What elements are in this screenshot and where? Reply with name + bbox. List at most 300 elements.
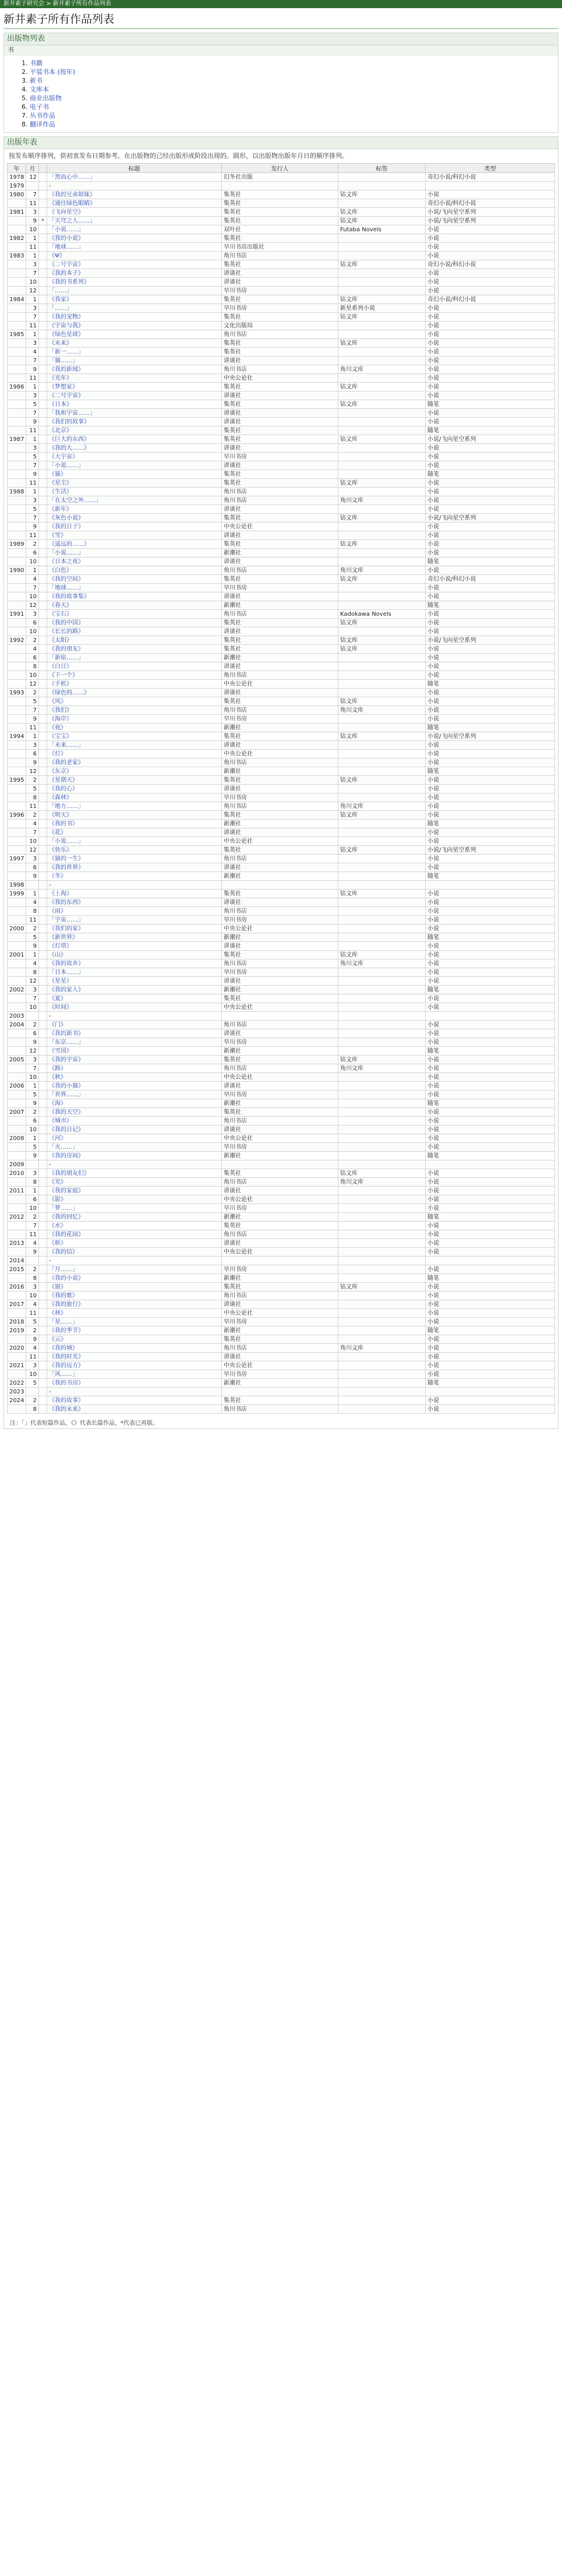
marker-cell xyxy=(39,1143,47,1152)
work-title-link[interactable]: 《风》 xyxy=(49,698,66,705)
work-title-link[interactable]: 《我的兄弟姐妹》 xyxy=(49,191,96,198)
table-row xyxy=(8,1152,555,1160)
work-title-link[interactable]: 《我的小猫》 xyxy=(49,1082,84,1089)
work-title-link[interactable]: 《长长的路》 xyxy=(49,628,84,635)
type-cell: 小说 xyxy=(426,523,555,531)
work-title-link[interactable]: 《光年》 xyxy=(49,375,72,382)
work-title-link[interactable]: 「地球……」 xyxy=(49,244,84,250)
work-title-link[interactable]: 《下一个》 xyxy=(49,672,78,679)
label-cell xyxy=(338,689,426,697)
work-title-link[interactable]: 《我的家庭》 xyxy=(49,1187,84,1194)
type-cell: 随笔 xyxy=(426,933,555,942)
marker-cell xyxy=(39,339,47,348)
work-title-link[interactable]: 《我的小说》 xyxy=(49,235,84,242)
type-cell: 小说 xyxy=(426,645,555,654)
table-row xyxy=(8,1309,555,1318)
toc-link[interactable]: 丛书作品 xyxy=(30,112,55,119)
type-cell: 小说 xyxy=(426,278,555,287)
type-cell: 小说 xyxy=(426,531,555,540)
marker-cell xyxy=(39,1047,47,1056)
work-title-link[interactable]: 《窗》 xyxy=(49,1283,66,1290)
work-title-link[interactable]: 「未来……」 xyxy=(49,742,84,749)
work-title-link[interactable]: 《北京》 xyxy=(49,427,72,434)
book-subheading: 书 xyxy=(4,45,558,55)
work-title-link[interactable]: 《我的新书》 xyxy=(49,1030,84,1037)
publisher-cell: 集英社 xyxy=(222,1335,338,1344)
work-title-link[interactable]: 《我的小说》 xyxy=(49,1275,84,1282)
type-cell: 小说 xyxy=(426,313,555,322)
work-title-link[interactable]: 《二号宇宙》 xyxy=(49,261,84,268)
month-cell: 7 xyxy=(26,357,39,365)
title-cell xyxy=(47,855,222,863)
title-cell xyxy=(47,1099,222,1108)
table-row xyxy=(8,575,555,584)
work-title-link[interactable]: 《我的房间》 xyxy=(49,1152,84,1159)
title-cell: - xyxy=(47,1012,222,1021)
work-title-link[interactable]: 《雨》 xyxy=(49,908,66,915)
work-title-link[interactable]: 《桥》 xyxy=(49,1240,66,1247)
month-cell: 1 xyxy=(26,252,39,260)
label-cell xyxy=(338,881,426,890)
table-row xyxy=(8,767,555,776)
work-title-link[interactable]: 《我的书房》 xyxy=(49,1379,84,1386)
work-title-link[interactable]: 《灯塔》 xyxy=(49,943,72,950)
work-title-link[interactable]: 《新世界》 xyxy=(49,934,78,941)
toc-link[interactable]: 翻译作品 xyxy=(30,121,55,128)
work-title-link[interactable]: 《我们》 xyxy=(49,707,72,714)
work-title-link[interactable]: 《光》 xyxy=(49,1178,66,1185)
toc-item xyxy=(30,68,558,76)
work-title-link[interactable]: 「新一……」 xyxy=(49,348,84,355)
work-title-link[interactable]: 《我的东西》 xyxy=(49,899,84,906)
work-title-link[interactable]: 《夏》 xyxy=(49,995,66,1002)
table-row xyxy=(8,173,555,182)
table-row xyxy=(8,986,555,994)
month-cell: 1 xyxy=(26,435,39,444)
table-row xyxy=(8,1108,555,1117)
month-cell: 11 xyxy=(26,1353,39,1361)
work-title-link[interactable]: 《城市》 xyxy=(49,1117,72,1124)
month-cell: 7 xyxy=(26,313,39,322)
label-cell xyxy=(338,671,426,680)
marker-cell xyxy=(39,1361,47,1370)
label-cell: 钴文库 xyxy=(338,890,426,898)
work-title-link[interactable]: 《我们的故事》 xyxy=(49,418,90,425)
work-title-link[interactable]: 《绿色星球》 xyxy=(49,331,84,338)
month-cell: 1 xyxy=(26,1082,39,1091)
month-cell: 6 xyxy=(26,863,39,872)
month-cell: 2 xyxy=(26,1213,39,1222)
marker-cell xyxy=(39,496,47,505)
year-cell xyxy=(8,1248,26,1257)
year-cell xyxy=(8,496,26,505)
work-title-link[interactable]: 《冬》 xyxy=(49,873,66,880)
publisher-cell: 集英社 xyxy=(222,234,338,243)
work-title-link[interactable]: 《遥远的……》 xyxy=(49,541,90,548)
type-cell xyxy=(426,881,555,890)
month-cell: 6 xyxy=(26,654,39,662)
toc-link[interactable]: 书籍 xyxy=(30,59,43,67)
work-title-link[interactable]: 《我的空间》 xyxy=(49,576,84,583)
work-title-link[interactable]: 《我的故事》 xyxy=(49,1397,84,1404)
work-title-link[interactable]: 《门》 xyxy=(49,1021,66,1028)
work-title-link[interactable]: 《我的歌》 xyxy=(49,1292,78,1299)
work-title-link[interactable]: 《我的日记》 xyxy=(49,1126,84,1133)
work-title-link[interactable]: 《我的朋友》 xyxy=(49,645,84,652)
marker-cell xyxy=(39,1274,47,1283)
marker-cell xyxy=(39,584,47,592)
work-title-link[interactable]: 《我的家人》 xyxy=(49,986,84,993)
work-title-link[interactable]: 「然而心中……」 xyxy=(49,174,96,181)
table-row xyxy=(8,383,555,391)
work-title-link[interactable]: 《猫的一生》 xyxy=(49,855,84,862)
work-title-link[interactable]: 《日本之夜》 xyxy=(49,558,84,565)
work-title-link[interactable]: 《雪国》 xyxy=(49,1047,72,1054)
work-title-link[interactable]: 《白色》 xyxy=(49,567,72,574)
type-cell: 小说 xyxy=(426,357,555,365)
work-title-link[interactable]: 《我的新闻》 xyxy=(49,366,84,373)
work-title-link[interactable]: 「地球……」 xyxy=(49,584,84,591)
work-title-link[interactable]: 「风……」 xyxy=(49,1371,78,1378)
work-title-link[interactable]: 《我的季节》 xyxy=(49,1327,84,1334)
label-cell xyxy=(338,531,426,540)
work-title-link[interactable]: 《路》 xyxy=(49,1065,66,1072)
title-cell xyxy=(47,951,222,959)
publisher-cell: 新潮社 xyxy=(222,933,338,942)
publisher-cell: 双叶社 xyxy=(222,225,338,234)
work-title-link[interactable]: 《猫》 xyxy=(49,471,66,478)
work-title-link[interactable]: 《我的书系列》 xyxy=(49,278,90,285)
year-cell: 2016 xyxy=(8,1283,26,1291)
marker-cell xyxy=(39,933,47,942)
toc-link[interactable]: 文库本 xyxy=(30,86,49,93)
work-title-link[interactable]: 「梦……」 xyxy=(49,1205,78,1212)
publisher-cell: 角川书店 xyxy=(222,1178,338,1187)
work-title-link[interactable]: 《云》 xyxy=(49,1336,66,1343)
year-cell xyxy=(8,426,26,435)
work-title-link[interactable]: 「宇宙……」 xyxy=(49,916,84,923)
work-title-link[interactable]: 《手机》 xyxy=(49,680,72,687)
type-cell: 小说/飞向星空系列 xyxy=(426,217,555,225)
work-title-link[interactable]: 《秋》 xyxy=(49,1074,66,1081)
publisher-cell xyxy=(222,1388,338,1396)
work-title-link[interactable]: 《日本》 xyxy=(49,401,72,408)
publisher-cell: 中央公论社 xyxy=(222,837,338,846)
work-title-link[interactable]: 《Ψ》 xyxy=(49,252,65,259)
month-cell: 3 xyxy=(26,391,39,400)
work-title-link[interactable]: 《夜》 xyxy=(49,724,66,731)
work-title-link[interactable]: 《我的故事集》 xyxy=(49,593,90,600)
work-title-link[interactable]: 「日本……」 xyxy=(49,969,84,976)
month-cell: 9 xyxy=(26,365,39,374)
month-cell: 11 xyxy=(26,322,39,330)
table-row xyxy=(8,330,555,339)
month-cell: 7 xyxy=(26,994,39,1003)
month-cell: 7 xyxy=(26,269,39,278)
year-cell: 1983 xyxy=(8,252,26,260)
work-title-link[interactable]: 《我的信》 xyxy=(49,1248,78,1255)
type-cell: 小说 xyxy=(426,383,555,391)
work-title-link[interactable]: 《未来》 xyxy=(49,340,72,347)
work-title-link[interactable]: 《河》 xyxy=(49,1135,66,1142)
toc-link[interactable]: 电子书 xyxy=(30,103,49,111)
work-title-link[interactable]: 《星星》 xyxy=(49,978,72,984)
marker-cell xyxy=(39,802,47,811)
work-title-link[interactable]: 《上海》 xyxy=(49,890,72,897)
month-cell: 1 xyxy=(26,951,39,959)
work-title-link[interactable]: 《我的书》 xyxy=(49,820,78,827)
work-title-link[interactable]: 《我的朋友们》 xyxy=(49,1170,90,1177)
work-title-link[interactable]: 《春天》 xyxy=(49,602,72,609)
marker-cell xyxy=(39,1082,47,1091)
table-row xyxy=(8,636,555,645)
work-title-link[interactable]: 《我们的家》 xyxy=(49,925,84,932)
title-cell xyxy=(47,1021,222,1029)
work-title-link[interactable]: 《通往绿色眼睛》 xyxy=(49,200,96,207)
year-cell: 1993 xyxy=(8,689,26,697)
work-title-link[interactable]: 「小说……」 xyxy=(49,549,84,556)
month-cell: 5 xyxy=(26,1143,39,1152)
work-title-link[interactable]: 《宝宝》 xyxy=(49,733,72,740)
marker-cell xyxy=(39,199,47,208)
marker-cell xyxy=(39,907,47,916)
publisher-cell: 集英社 xyxy=(222,217,338,225)
publisher-cell: 集英社 xyxy=(222,199,338,208)
year-cell xyxy=(8,1309,26,1318)
table-row xyxy=(8,1265,555,1274)
title-cell xyxy=(47,793,222,802)
year-cell: 2017 xyxy=(8,1300,26,1309)
work-title-link[interactable]: 《灯》 xyxy=(49,750,66,757)
work-title-link[interactable]: 《灰色小说》 xyxy=(49,514,84,521)
year-cell xyxy=(8,741,26,750)
label-cell: 钴文库 xyxy=(338,208,426,217)
work-title-link[interactable]: 「……」 xyxy=(49,305,72,312)
work-title-link[interactable]: 「小说……」 xyxy=(49,462,84,469)
table-row xyxy=(8,269,555,278)
type-cell: 小说 xyxy=(426,1195,555,1204)
month-cell: 12 xyxy=(26,287,39,295)
title-cell xyxy=(47,592,222,601)
work-title-link[interactable]: 「月……」 xyxy=(49,1266,78,1273)
work-title-link[interactable]: 「星……」 xyxy=(49,1318,78,1325)
publisher-cell: 新潮社 xyxy=(222,1213,338,1222)
month-cell: 8 xyxy=(26,1405,39,1414)
work-title-link[interactable]: 《大宇宙》 xyxy=(49,453,78,460)
year-cell xyxy=(8,820,26,828)
toc-link[interactable]: 商业出版物 xyxy=(30,94,62,102)
year-cell xyxy=(8,1099,26,1108)
work-title-link[interactable]: 《快乐》 xyxy=(49,846,72,853)
publisher-cell: 集英社 xyxy=(222,1283,338,1291)
type-cell: 随笔 xyxy=(426,470,555,479)
marker-cell xyxy=(39,994,47,1003)
year-cell xyxy=(8,750,26,758)
type-cell: 小说 xyxy=(426,1230,555,1239)
work-title-link[interactable]: 《巨大的东西》 xyxy=(49,436,90,443)
type-cell: 小说 xyxy=(426,671,555,680)
table-row xyxy=(8,1082,555,1091)
work-title-link[interactable]: 《我的天空》 xyxy=(49,1109,84,1116)
work-title-link[interactable]: 《我的本子》 xyxy=(49,270,84,277)
work-title-link[interactable]: 《我的故乡》 xyxy=(49,960,84,967)
publisher-cell: 早川书房 xyxy=(222,1091,338,1099)
work-title-link[interactable]: 《新年》 xyxy=(49,506,72,513)
marker-cell xyxy=(39,208,47,217)
toc-link[interactable]: 平装书本 (按年) xyxy=(30,68,76,76)
work-title-link[interactable]: 「小说……」 xyxy=(49,226,84,233)
work-title-link[interactable]: 「猫……」 xyxy=(49,357,78,364)
title-cell xyxy=(47,1396,222,1405)
label-cell xyxy=(338,287,426,295)
work-title-link[interactable]: 《我的日子》 xyxy=(49,523,84,530)
work-title-link[interactable]: 《我的旅行》 xyxy=(49,1301,84,1308)
month-cell xyxy=(26,182,39,190)
work-title-link[interactable]: 「小说……」 xyxy=(49,838,84,845)
work-title-link[interactable]: 《我的世界》 xyxy=(49,864,84,871)
label-cell xyxy=(338,173,426,182)
work-title-link[interactable]: 「在太空之外……」 xyxy=(49,497,101,504)
toc-link[interactable]: 新书 xyxy=(30,77,43,84)
work-title-link[interactable]: 《水》 xyxy=(49,1222,66,1229)
work-title-link[interactable]: 《我的宠物》 xyxy=(49,313,84,320)
year-cell xyxy=(8,1274,26,1283)
work-title-link[interactable]: 《飞向星空》 xyxy=(49,209,84,216)
label-cell xyxy=(338,1300,426,1309)
table-row xyxy=(8,881,555,890)
marker-cell xyxy=(39,636,47,645)
work-title-link[interactable]: 《海岸》 xyxy=(49,715,72,722)
year-cell: 2003 xyxy=(8,1012,26,1021)
work-title-link[interactable]: 《我的城》 xyxy=(49,1345,78,1351)
work-title-link[interactable]: 《时间》 xyxy=(49,1004,72,1011)
work-title-link[interactable]: 「东京……」 xyxy=(49,1039,84,1046)
work-title-link[interactable]: 「天穹之人……」 xyxy=(49,217,96,224)
publisher-cell: 中央公论社 xyxy=(222,680,338,689)
title-cell xyxy=(47,409,222,418)
work-title-link[interactable]: 《太阳》 xyxy=(49,637,72,644)
year-cell: 1980 xyxy=(8,190,26,199)
year-cell xyxy=(8,470,26,479)
label-cell xyxy=(338,977,426,986)
work-title-link[interactable]: 「……」 xyxy=(49,287,72,294)
work-title-link[interactable]: 「火……」 xyxy=(49,1144,78,1151)
type-cell: 小说 xyxy=(426,1335,555,1344)
year-cell xyxy=(8,514,26,523)
label-cell xyxy=(338,426,426,435)
work-title-link[interactable]: 《花》 xyxy=(49,829,66,836)
title-cell xyxy=(47,1265,222,1274)
work-title-link[interactable]: 《二号宇宙》 xyxy=(49,392,84,399)
year-cell: 2012 xyxy=(8,1213,26,1222)
label-cell xyxy=(338,1038,426,1047)
work-title-link[interactable]: 《生活》 xyxy=(49,488,72,495)
work-title-link[interactable]: 《宝石》 xyxy=(49,611,72,617)
work-title-link[interactable]: 《绿色的……》 xyxy=(49,689,90,696)
month-cell: 11 xyxy=(26,243,39,252)
work-title-link[interactable]: 《白日》 xyxy=(49,663,72,670)
label-cell xyxy=(338,898,426,907)
marker-cell xyxy=(39,1318,47,1326)
work-title-link[interactable]: 《我的宇宙》 xyxy=(49,1056,84,1063)
work-title-link[interactable]: 《我的回忆》 xyxy=(49,1213,84,1220)
year-cell xyxy=(8,287,26,295)
title-cell xyxy=(47,400,222,409)
table-row xyxy=(8,365,555,374)
month-cell: 7 xyxy=(26,514,39,523)
marker-cell xyxy=(39,461,47,470)
publisher-cell: 早川书房 xyxy=(222,1143,338,1152)
marker-cell xyxy=(39,1152,47,1160)
work-title-link[interactable]: 《东京》 xyxy=(49,768,72,775)
label-cell xyxy=(338,374,426,383)
title-cell: - xyxy=(47,1388,222,1396)
work-title-link[interactable]: 《海》 xyxy=(49,1100,66,1107)
type-cell: 小说 xyxy=(426,1082,555,1091)
year-cell xyxy=(8,916,26,924)
work-title-link[interactable]: 《我的时光》 xyxy=(49,1353,84,1360)
table-row xyxy=(8,1318,555,1326)
label-cell: 钴文库 xyxy=(338,313,426,322)
toc-item xyxy=(30,85,558,94)
work-title-link[interactable]: 《我的远方》 xyxy=(49,1362,84,1369)
work-title-link[interactable]: 「我和宇宙……」 xyxy=(49,410,96,417)
work-title-link[interactable]: 《山》 xyxy=(49,951,66,958)
title-cell xyxy=(47,488,222,496)
table-row xyxy=(8,890,555,898)
month-cell: 11 xyxy=(26,802,39,811)
marker-cell xyxy=(39,549,47,557)
work-title-link[interactable]: 《我的大……》 xyxy=(49,444,90,451)
work-title-link[interactable]: 《我家》 xyxy=(49,296,72,303)
marker-cell xyxy=(39,182,47,190)
work-title-link[interactable]: 《我的老家》 xyxy=(49,759,84,766)
work-title-link[interactable]: 《我的心》 xyxy=(49,785,78,792)
table-row xyxy=(8,1195,555,1204)
work-title-link[interactable]: 《星期天》 xyxy=(49,777,78,784)
table-body xyxy=(8,173,555,1414)
work-title-link[interactable]: 《星尘》 xyxy=(49,479,72,486)
work-title-link[interactable]: 《宇宙与我》 xyxy=(49,322,84,329)
publisher-cell: 集英社 xyxy=(222,890,338,898)
year-cell: 1996 xyxy=(8,811,26,820)
work-title-link[interactable]: 「新宿……」 xyxy=(49,654,84,661)
table-row xyxy=(8,741,555,750)
book-list-section xyxy=(3,33,559,133)
work-title-link[interactable]: 《影》 xyxy=(49,1196,66,1203)
label-cell: 钴文库 xyxy=(338,811,426,820)
title-cell xyxy=(47,374,222,383)
work-title-link[interactable]: 《我的未来》 xyxy=(49,1406,84,1413)
title-cell xyxy=(47,1379,222,1388)
work-title-link[interactable]: 「世界……」 xyxy=(49,1091,84,1098)
work-title-link[interactable]: 《梦想家》 xyxy=(49,383,78,390)
work-title-link[interactable]: 《雪》 xyxy=(49,532,66,539)
work-title-link[interactable]: 《森林》 xyxy=(49,794,72,801)
publisher-cell xyxy=(222,1012,338,1021)
work-title-link[interactable]: 《明天》 xyxy=(49,811,72,818)
work-title-link[interactable]: 《我的中国》 xyxy=(49,619,84,626)
title-cell xyxy=(47,357,222,365)
year-cell xyxy=(8,724,26,732)
table-row xyxy=(8,409,555,418)
work-title-link[interactable]: 《林》 xyxy=(49,1310,66,1317)
month-cell: 10 xyxy=(26,278,39,287)
year-cell: 1997 xyxy=(8,855,26,863)
work-title-link[interactable]: 「地方……」 xyxy=(49,803,84,810)
toc-item xyxy=(30,111,558,120)
work-title-link[interactable]: 《我的花园》 xyxy=(49,1231,84,1238)
